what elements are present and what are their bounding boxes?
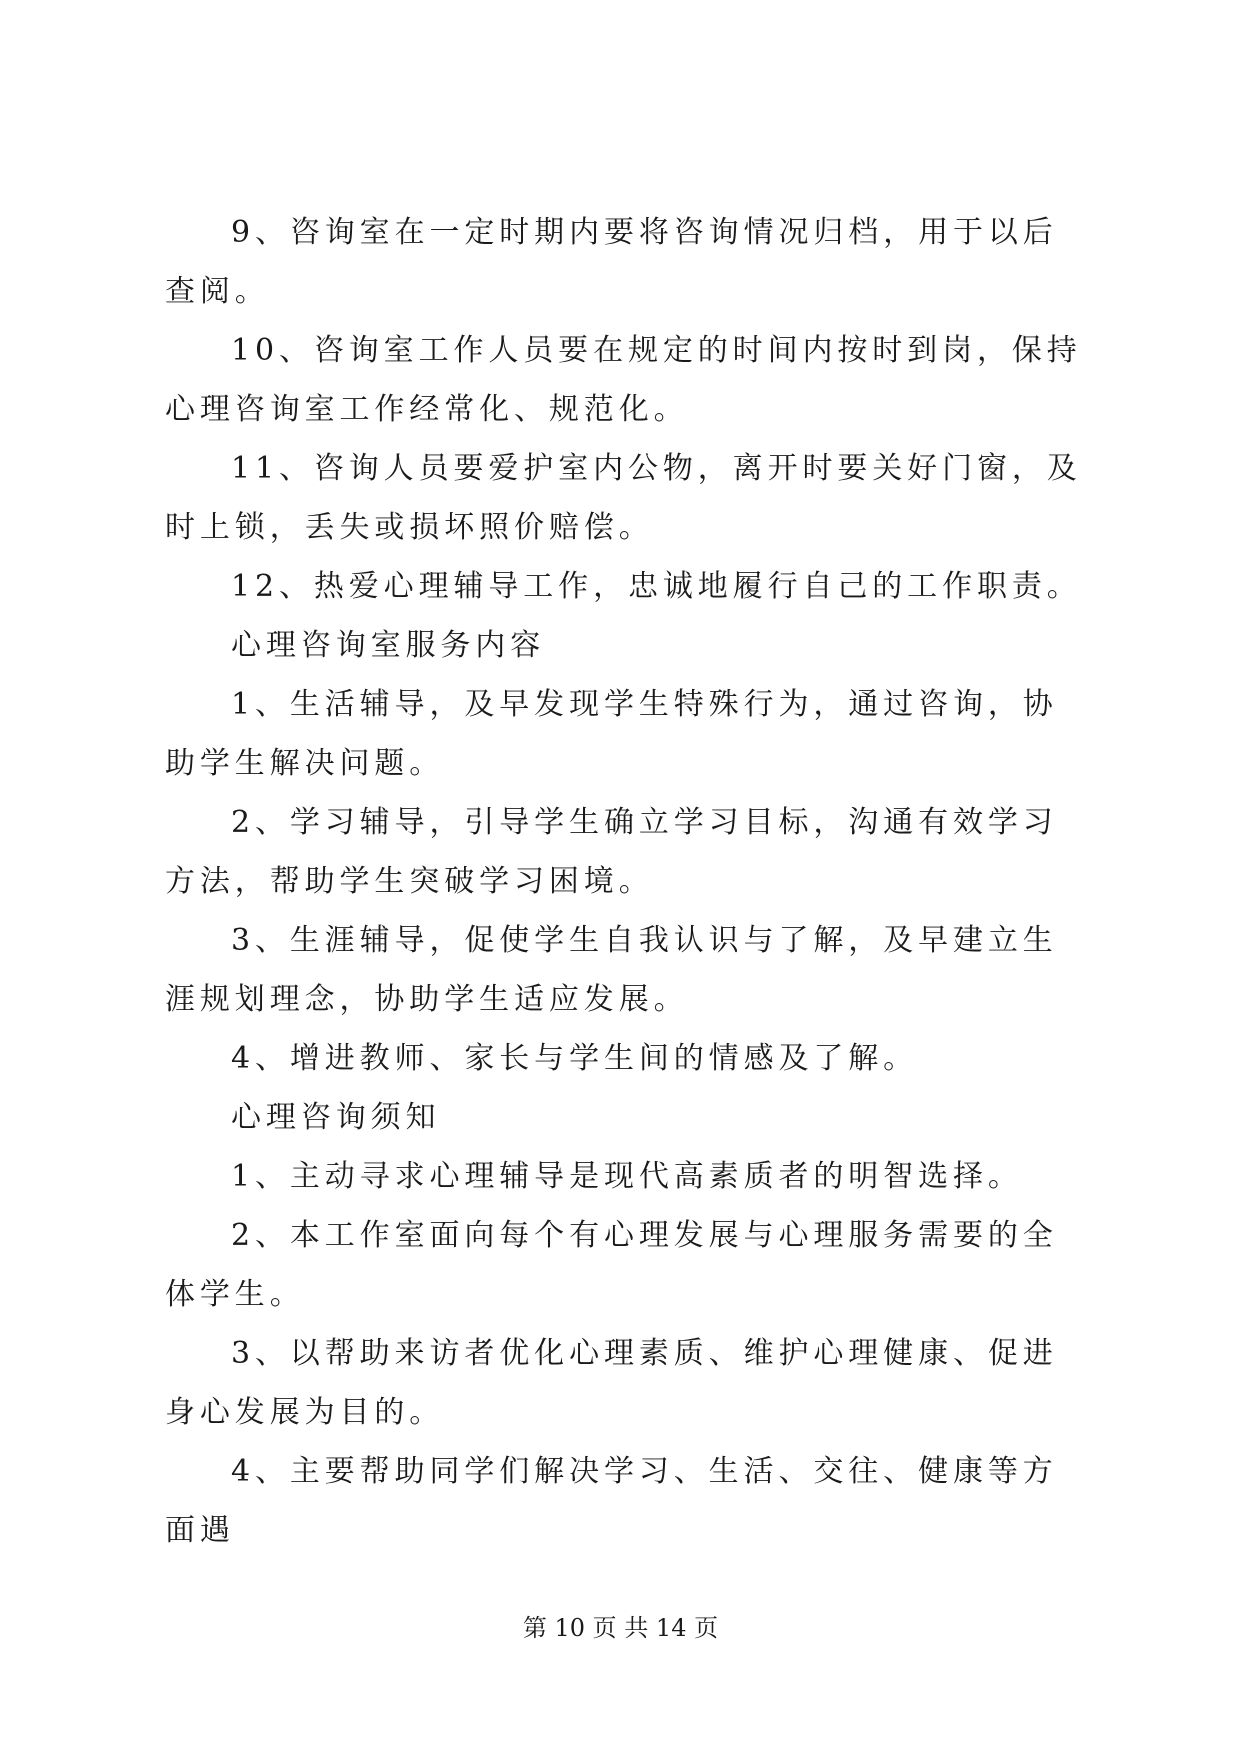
paragraph-rule-11: 11、咨询人员要爱护室内公物，离开时要关好门窗，及时上锁，丢失或损坏照价赔偿。	[165, 451, 1082, 545]
paragraph-service-3: 3、生涯辅导，促使学生自我认识与了解，及早建立生涯规划理念，协助学生适应发展。	[165, 923, 1058, 1017]
paragraph-notice-4: 4、主要帮助同学们解决学习、生活、交往、健康等方面遇	[165, 1454, 1058, 1548]
paragraph-notice-1: 1、主动寻求心理辅导是现代高素质者的明智选择。	[231, 1159, 1023, 1194]
paragraph-notice-3: 3、以帮助来访者优化心理素质、维护心理健康、促进身心发展为目的。	[165, 1336, 1058, 1430]
paragraph-rule-9: 9、咨询室在一定时期内要将咨询情况归档，用于以后查阅。	[165, 215, 1058, 309]
paragraph-rule-10: 10、咨询室工作人员要在规定的时间内按时到岗，保持心理咨询室工作经常化、规范化。	[165, 333, 1082, 427]
paragraph-service-2: 2、学习辅导，引导学生确立学习目标，沟通有效学习方法，帮助学生突破学习困境。	[165, 805, 1058, 899]
document-body	[165, 203, 1085, 1560]
paragraph-rule-12: 12、热爱心理辅导工作，忠诚地履行自己的工作职责。	[231, 569, 1082, 604]
paragraph-notice-2: 2、本工作室面向每个有心理发展与心理服务需要的全体学生。	[165, 1218, 1058, 1312]
paragraph-service-4: 4、增进教师、家长与学生间的情感及了解。	[231, 1041, 919, 1076]
paragraph-service-1: 1、生活辅导，及早发现学生特殊行为，通过咨询，协助学生解决问题。	[165, 687, 1058, 781]
page-footer	[0, 1613, 1241, 1643]
section-heading-notice: 心理咨询须知	[231, 1100, 441, 1135]
section-heading-services: 心理咨询室服务内容	[231, 628, 546, 663]
page-number-label: 第 10 页 共 14 页	[522, 1614, 719, 1642]
